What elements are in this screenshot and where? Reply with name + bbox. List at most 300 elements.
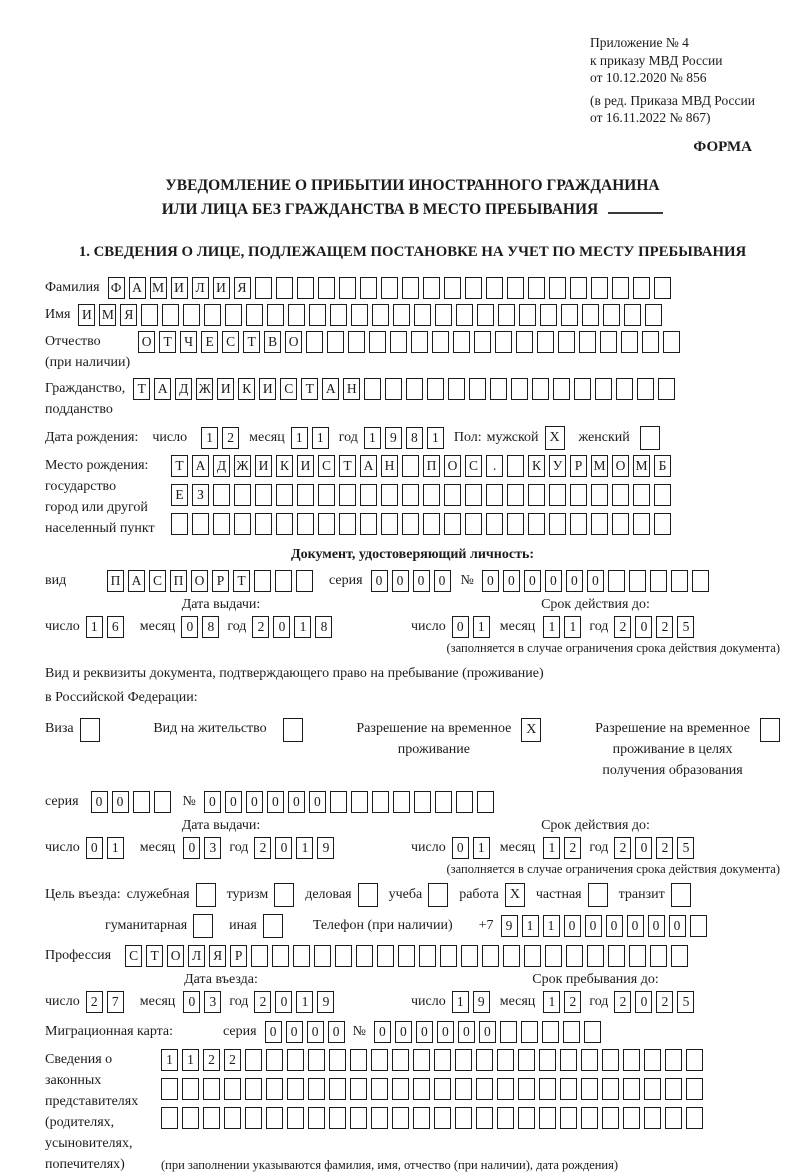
char-cell[interactable]: 0 (374, 1021, 391, 1043)
char-cell[interactable] (582, 304, 599, 326)
char-cell[interactable] (686, 1107, 703, 1129)
char-cell[interactable]: К (238, 378, 255, 400)
purpose-private-checkbox[interactable] (588, 883, 608, 907)
char-cell[interactable] (245, 1107, 262, 1129)
char-cell[interactable] (570, 513, 587, 535)
char-cell[interactable] (161, 1107, 178, 1129)
char-cell[interactable]: Д (213, 455, 230, 477)
char-cell[interactable]: 2 (564, 837, 581, 859)
char-cell[interactable]: Т (159, 331, 176, 353)
char-cell[interactable]: 0 (392, 570, 409, 592)
char-cell[interactable] (203, 1107, 220, 1129)
char-cell[interactable]: 0 (585, 915, 602, 937)
char-cell[interactable]: П (107, 570, 124, 592)
char-cell[interactable]: 2 (254, 991, 271, 1013)
char-cell[interactable]: 0 (112, 791, 129, 813)
char-cell[interactable]: Т (301, 378, 318, 400)
char-cell[interactable] (476, 1078, 493, 1100)
char-cell[interactable]: 0 (669, 915, 686, 937)
char-cell[interactable] (469, 378, 486, 400)
char-cell[interactable] (372, 304, 389, 326)
char-cell[interactable]: 5 (677, 991, 694, 1013)
char-cell[interactable] (581, 1107, 598, 1129)
char-cell[interactable] (532, 378, 549, 400)
char-cell[interactable] (435, 791, 452, 813)
char-cell[interactable]: А (129, 277, 146, 299)
char-cell[interactable] (584, 1021, 601, 1043)
char-cell[interactable] (455, 1078, 472, 1100)
char-cell[interactable] (587, 945, 604, 967)
char-cell[interactable]: 5 (677, 837, 694, 859)
char-cell[interactable]: 6 (107, 616, 124, 638)
char-cell[interactable]: 9 (385, 427, 402, 449)
char-cell[interactable] (398, 945, 415, 967)
char-cell[interactable]: 1 (294, 616, 311, 638)
char-cell[interactable] (234, 513, 251, 535)
char-cell[interactable] (448, 378, 465, 400)
char-cell[interactable]: 1 (296, 837, 313, 859)
char-cell[interactable]: 1 (291, 427, 308, 449)
char-cell[interactable]: С (280, 378, 297, 400)
char-cell[interactable] (621, 331, 638, 353)
char-cell[interactable] (537, 331, 554, 353)
char-cell[interactable] (665, 1078, 682, 1100)
char-cell[interactable] (497, 1107, 514, 1129)
char-cell[interactable] (503, 945, 520, 967)
char-cell[interactable] (561, 304, 578, 326)
char-cell[interactable] (141, 304, 158, 326)
char-cell[interactable]: 0 (309, 791, 326, 813)
char-cell[interactable] (255, 513, 272, 535)
char-cell[interactable] (654, 484, 671, 506)
char-cell[interactable] (245, 1078, 262, 1100)
char-cell[interactable] (348, 331, 365, 353)
char-cell[interactable] (686, 1078, 703, 1100)
char-cell[interactable] (476, 1049, 493, 1071)
char-cell[interactable]: 1 (543, 915, 560, 937)
char-cell[interactable]: О (285, 331, 302, 353)
char-cell[interactable] (560, 1049, 577, 1071)
char-cell[interactable] (371, 1049, 388, 1071)
char-cell[interactable]: 0 (503, 570, 520, 592)
female-checkbox[interactable] (640, 426, 660, 450)
char-cell[interactable] (500, 1021, 517, 1043)
char-cell[interactable] (692, 570, 709, 592)
purpose-other-checkbox[interactable] (263, 914, 283, 938)
char-cell[interactable] (608, 570, 625, 592)
char-cell[interactable] (498, 304, 515, 326)
male-checkbox[interactable]: X (545, 426, 565, 450)
char-cell[interactable]: 0 (479, 1021, 496, 1043)
char-cell[interactable]: Б (654, 455, 671, 477)
char-cell[interactable] (608, 945, 625, 967)
char-cell[interactable]: 2 (656, 991, 673, 1013)
char-cell[interactable]: 0 (86, 837, 103, 859)
char-cell[interactable] (453, 331, 470, 353)
char-cell[interactable] (686, 1049, 703, 1071)
char-cell[interactable] (644, 1078, 661, 1100)
char-cell[interactable] (486, 513, 503, 535)
char-cell[interactable] (266, 1107, 283, 1129)
char-cell[interactable] (309, 304, 326, 326)
char-cell[interactable] (570, 484, 587, 506)
char-cell[interactable] (558, 331, 575, 353)
char-cell[interactable]: 8 (406, 427, 423, 449)
char-cell[interactable] (654, 277, 671, 299)
char-cell[interactable] (171, 513, 188, 535)
purpose-tourism-checkbox[interactable] (274, 883, 294, 907)
char-cell[interactable] (161, 1078, 178, 1100)
char-cell[interactable] (402, 484, 419, 506)
char-cell[interactable] (633, 277, 650, 299)
char-cell[interactable] (213, 513, 230, 535)
char-cell[interactable]: 0 (246, 791, 263, 813)
char-cell[interactable]: Н (381, 455, 398, 477)
char-cell[interactable]: 0 (265, 1021, 282, 1043)
char-cell[interactable]: 2 (203, 1049, 220, 1071)
char-cell[interactable] (339, 277, 356, 299)
char-cell[interactable]: У (549, 455, 566, 477)
char-cell[interactable] (519, 304, 536, 326)
char-cell[interactable]: 1 (296, 991, 313, 1013)
char-cell[interactable]: А (192, 455, 209, 477)
char-cell[interactable] (360, 277, 377, 299)
char-cell[interactable]: 0 (395, 1021, 412, 1043)
char-cell[interactable] (486, 277, 503, 299)
char-cell[interactable] (456, 304, 473, 326)
char-cell[interactable]: 1 (473, 837, 490, 859)
char-cell[interactable]: П (423, 455, 440, 477)
char-cell[interactable]: Ж (196, 378, 213, 400)
char-cell[interactable]: . (486, 455, 503, 477)
char-cell[interactable]: 1 (543, 616, 560, 638)
char-cell[interactable]: 2 (564, 991, 581, 1013)
char-cell[interactable]: А (360, 455, 377, 477)
purpose-transit-checkbox[interactable] (671, 883, 691, 907)
char-cell[interactable] (507, 484, 524, 506)
char-cell[interactable]: 2 (224, 1049, 241, 1071)
char-cell[interactable]: И (217, 378, 234, 400)
char-cell[interactable] (465, 513, 482, 535)
char-cell[interactable] (308, 1049, 325, 1071)
char-cell[interactable]: М (591, 455, 608, 477)
char-cell[interactable] (371, 1107, 388, 1129)
char-cell[interactable] (329, 1049, 346, 1071)
char-cell[interactable] (642, 331, 659, 353)
char-cell[interactable] (595, 378, 612, 400)
purpose-humanitarian-checkbox[interactable] (193, 914, 213, 938)
char-cell[interactable] (339, 484, 356, 506)
char-cell[interactable]: 7 (107, 991, 124, 1013)
char-cell[interactable] (293, 945, 310, 967)
char-cell[interactable] (413, 1107, 430, 1129)
char-cell[interactable]: 5 (677, 616, 694, 638)
char-cell[interactable] (629, 945, 646, 967)
char-cell[interactable] (490, 378, 507, 400)
char-cell[interactable] (329, 1078, 346, 1100)
char-cell[interactable] (213, 484, 230, 506)
char-cell[interactable] (690, 915, 707, 937)
char-cell[interactable] (434, 1049, 451, 1071)
char-cell[interactable] (560, 1078, 577, 1100)
char-cell[interactable]: А (322, 378, 339, 400)
char-cell[interactable] (385, 378, 402, 400)
char-cell[interactable] (624, 304, 641, 326)
char-cell[interactable]: 1 (364, 427, 381, 449)
char-cell[interactable]: 0 (627, 915, 644, 937)
visa-checkbox[interactable] (80, 718, 100, 742)
char-cell[interactable]: 0 (437, 1021, 454, 1043)
char-cell[interactable] (402, 277, 419, 299)
edu-permit-checkbox[interactable] (760, 718, 780, 742)
char-cell[interactable] (528, 277, 545, 299)
char-cell[interactable] (339, 513, 356, 535)
char-cell[interactable] (423, 484, 440, 506)
char-cell[interactable]: 2 (222, 427, 239, 449)
char-cell[interactable] (329, 1107, 346, 1129)
char-cell[interactable] (423, 513, 440, 535)
char-cell[interactable] (411, 331, 428, 353)
char-cell[interactable]: 1 (473, 616, 490, 638)
char-cell[interactable] (287, 1049, 304, 1071)
char-cell[interactable]: Л (192, 277, 209, 299)
char-cell[interactable] (225, 304, 242, 326)
char-cell[interactable] (392, 1078, 409, 1100)
char-cell[interactable]: 1 (107, 837, 124, 859)
char-cell[interactable] (246, 304, 263, 326)
char-cell[interactable]: Т (243, 331, 260, 353)
char-cell[interactable] (371, 1078, 388, 1100)
char-cell[interactable] (266, 1078, 283, 1100)
char-cell[interactable]: 0 (458, 1021, 475, 1043)
char-cell[interactable] (507, 455, 524, 477)
char-cell[interactable] (364, 378, 381, 400)
char-cell[interactable] (392, 1049, 409, 1071)
char-cell[interactable] (623, 1049, 640, 1071)
char-cell[interactable]: 0 (587, 570, 604, 592)
char-cell[interactable] (275, 570, 292, 592)
char-cell[interactable] (335, 945, 352, 967)
char-cell[interactable]: 0 (91, 791, 108, 813)
char-cell[interactable] (154, 791, 171, 813)
char-cell[interactable] (254, 570, 271, 592)
char-cell[interactable] (542, 1021, 559, 1043)
char-cell[interactable] (308, 1107, 325, 1129)
char-cell[interactable] (419, 945, 436, 967)
char-cell[interactable]: 8 (315, 616, 332, 638)
char-cell[interactable]: Д (175, 378, 192, 400)
char-cell[interactable]: 0 (307, 1021, 324, 1043)
char-cell[interactable]: 0 (606, 915, 623, 937)
char-cell[interactable]: И (171, 277, 188, 299)
char-cell[interactable]: Я (234, 277, 251, 299)
char-cell[interactable] (350, 1049, 367, 1071)
char-cell[interactable] (600, 331, 617, 353)
char-cell[interactable]: 0 (416, 1021, 433, 1043)
char-cell[interactable] (612, 277, 629, 299)
char-cell[interactable]: С (125, 945, 142, 967)
char-cell[interactable] (629, 570, 646, 592)
char-cell[interactable] (633, 513, 650, 535)
char-cell[interactable] (579, 331, 596, 353)
char-cell[interactable]: О (167, 945, 184, 967)
char-cell[interactable] (528, 484, 545, 506)
purpose-business-checkbox[interactable] (196, 883, 216, 907)
char-cell[interactable] (413, 1078, 430, 1100)
char-cell[interactable] (297, 513, 314, 535)
char-cell[interactable] (402, 455, 419, 477)
char-cell[interactable]: 0 (545, 570, 562, 592)
char-cell[interactable]: О (444, 455, 461, 477)
char-cell[interactable] (665, 1049, 682, 1071)
char-cell[interactable] (434, 1078, 451, 1100)
char-cell[interactable]: 9 (317, 837, 334, 859)
char-cell[interactable] (393, 304, 410, 326)
char-cell[interactable] (224, 1107, 241, 1129)
char-cell[interactable]: К (528, 455, 545, 477)
char-cell[interactable] (539, 1049, 556, 1071)
char-cell[interactable] (435, 304, 452, 326)
char-cell[interactable]: 0 (275, 837, 292, 859)
char-cell[interactable] (318, 277, 335, 299)
char-cell[interactable] (182, 1107, 199, 1129)
char-cell[interactable]: 0 (566, 570, 583, 592)
char-cell[interactable]: 2 (614, 837, 631, 859)
char-cell[interactable] (287, 1107, 304, 1129)
char-cell[interactable]: 0 (413, 570, 430, 592)
char-cell[interactable]: Р (570, 455, 587, 477)
char-cell[interactable] (650, 570, 667, 592)
residence-permit-checkbox[interactable] (283, 718, 303, 742)
char-cell[interactable] (381, 513, 398, 535)
char-cell[interactable] (456, 791, 473, 813)
char-cell[interactable] (234, 484, 251, 506)
char-cell[interactable] (455, 1107, 472, 1129)
char-cell[interactable] (440, 945, 457, 967)
char-cell[interactable] (393, 791, 410, 813)
char-cell[interactable]: 2 (86, 991, 103, 1013)
char-cell[interactable] (612, 484, 629, 506)
char-cell[interactable] (507, 277, 524, 299)
char-cell[interactable] (444, 513, 461, 535)
char-cell[interactable] (427, 378, 444, 400)
char-cell[interactable] (351, 304, 368, 326)
char-cell[interactable] (306, 331, 323, 353)
char-cell[interactable] (444, 277, 461, 299)
char-cell[interactable] (602, 1078, 619, 1100)
char-cell[interactable]: Т (146, 945, 163, 967)
purpose-study-checkbox[interactable] (428, 883, 448, 907)
char-cell[interactable]: 0 (181, 616, 198, 638)
char-cell[interactable]: Е (171, 484, 188, 506)
char-cell[interactable]: 0 (267, 791, 284, 813)
char-cell[interactable] (162, 304, 179, 326)
char-cell[interactable] (521, 1021, 538, 1043)
char-cell[interactable] (276, 277, 293, 299)
char-cell[interactable]: 0 (635, 616, 652, 638)
char-cell[interactable] (434, 1107, 451, 1129)
char-cell[interactable]: 0 (328, 1021, 345, 1043)
char-cell[interactable] (182, 1078, 199, 1100)
char-cell[interactable] (507, 513, 524, 535)
char-cell[interactable] (414, 304, 431, 326)
char-cell[interactable]: Л (188, 945, 205, 967)
char-cell[interactable] (287, 1078, 304, 1100)
char-cell[interactable] (644, 1107, 661, 1129)
char-cell[interactable]: 1 (182, 1049, 199, 1071)
char-cell[interactable] (671, 570, 688, 592)
char-cell[interactable] (474, 331, 491, 353)
char-cell[interactable] (545, 945, 562, 967)
char-cell[interactable]: Ж (234, 455, 251, 477)
char-cell[interactable] (413, 1049, 430, 1071)
char-cell[interactable]: К (276, 455, 293, 477)
char-cell[interactable] (350, 1107, 367, 1129)
char-cell[interactable] (581, 1078, 598, 1100)
char-cell[interactable]: 1 (86, 616, 103, 638)
char-cell[interactable] (477, 304, 494, 326)
char-cell[interactable] (314, 945, 331, 967)
char-cell[interactable] (540, 304, 557, 326)
char-cell[interactable]: О (138, 331, 155, 353)
char-cell[interactable] (497, 1078, 514, 1100)
char-cell[interactable] (308, 1078, 325, 1100)
char-cell[interactable] (296, 570, 313, 592)
char-cell[interactable]: 0 (434, 570, 451, 592)
char-cell[interactable]: 2 (614, 991, 631, 1013)
char-cell[interactable]: 0 (371, 570, 388, 592)
char-cell[interactable]: С (465, 455, 482, 477)
char-cell[interactable] (204, 304, 221, 326)
char-cell[interactable] (432, 331, 449, 353)
char-cell[interactable]: И (297, 455, 314, 477)
char-cell[interactable] (539, 1107, 556, 1129)
char-cell[interactable] (654, 513, 671, 535)
char-cell[interactable] (482, 945, 499, 967)
char-cell[interactable] (650, 945, 667, 967)
char-cell[interactable]: 2 (614, 616, 631, 638)
char-cell[interactable] (360, 513, 377, 535)
char-cell[interactable] (267, 304, 284, 326)
char-cell[interactable] (465, 484, 482, 506)
char-cell[interactable] (518, 1078, 535, 1100)
char-cell[interactable] (495, 331, 512, 353)
char-cell[interactable] (665, 1107, 682, 1129)
char-cell[interactable] (255, 484, 272, 506)
char-cell[interactable] (574, 378, 591, 400)
char-cell[interactable] (637, 378, 654, 400)
char-cell[interactable]: С (318, 455, 335, 477)
char-cell[interactable] (603, 304, 620, 326)
char-cell[interactable] (616, 378, 633, 400)
char-cell[interactable] (356, 945, 373, 967)
char-cell[interactable] (623, 1107, 640, 1129)
char-cell[interactable] (602, 1049, 619, 1071)
purpose-work-checkbox[interactable]: X (505, 883, 525, 907)
char-cell[interactable] (549, 513, 566, 535)
char-cell[interactable] (276, 513, 293, 535)
char-cell[interactable]: 0 (452, 837, 469, 859)
char-cell[interactable] (327, 331, 344, 353)
char-cell[interactable] (591, 484, 608, 506)
char-cell[interactable]: И (78, 304, 95, 326)
char-cell[interactable]: Т (133, 378, 150, 400)
char-cell[interactable] (423, 277, 440, 299)
char-cell[interactable] (390, 331, 407, 353)
char-cell[interactable] (591, 277, 608, 299)
char-cell[interactable] (465, 277, 482, 299)
char-cell[interactable]: 3 (204, 991, 221, 1013)
